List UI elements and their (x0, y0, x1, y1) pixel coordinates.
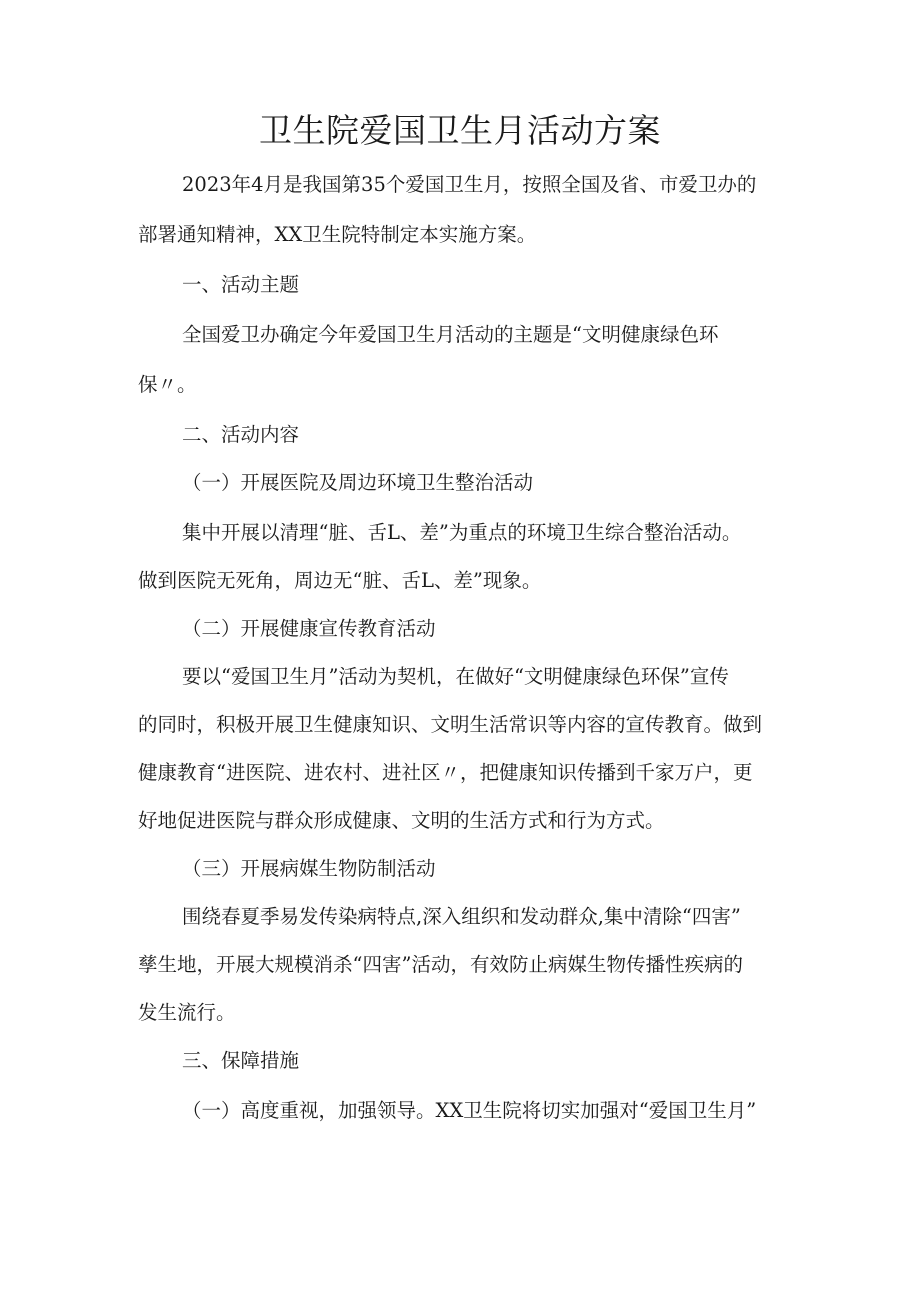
paragraph-line: 2023年4月是我国第35个爱国卫生月，按照全国及省、市爱卫办的 (182, 173, 757, 196)
paragraph-line: 的同时，积极开展卫生健康知识、文明生活常识等内容的宣传教育。做到 (138, 713, 763, 736)
paragraph-line: 发生流行。 (138, 1001, 236, 1024)
document-title: 卫生院爱国卫生月活动方案 (259, 111, 661, 150)
paragraph-line: 要以“爱国卫生月”活动为契机，在做好“文明健康绿色环保”宣传 (182, 665, 729, 688)
paragraph-line: 孳生地，开展大规模消杀“四害”活动，有效防止病媒生物传播性疾病的 (138, 953, 743, 976)
paragraph-line: 健康教育“进医院、进农村、进社区〃，把健康知识传播到千家万户，更 (138, 761, 753, 784)
paragraph-line: 围绕春夏季易发传染病特点,深入组织和发动群众,集中清除“四害” (182, 905, 741, 928)
paragraph-line: 做到医院无死角，周边无“脏、舌L、差”现象。 (138, 569, 542, 592)
subsection-heading: （一）开展医院及周边环境卫生整治活动 (182, 471, 534, 494)
section-heading: 二、活动内容 (182, 423, 300, 446)
section-heading: 一、活动主题 (182, 273, 300, 296)
subsection-heading: （二）开展健康宣传教育活动 (182, 617, 436, 640)
paragraph-line: 部署通知精神，XX卫生院特制定本实施方案。 (138, 223, 537, 246)
paragraph-line: 保〃。 (138, 373, 197, 396)
paragraph-line: 全国爱卫办确定今年爱国卫生月活动的主题是“文明健康绿色环 (182, 323, 719, 346)
paragraph-line: 好地促进医院与群众形成健康、文明的生活方式和行为方式。 (138, 809, 665, 832)
subsection-heading: （三）开展病媒生物防制活动 (182, 857, 436, 880)
paragraph-line: （一）高度重视，加强领导。XX卫生院将切实加强对“爱国卫生月” (182, 1099, 757, 1122)
section-heading: 三、保障措施 (182, 1049, 300, 1072)
paragraph-line: 集中开展以清理“脏、舌L、差”为重点的环境卫生综合整治活动。 (182, 521, 742, 544)
